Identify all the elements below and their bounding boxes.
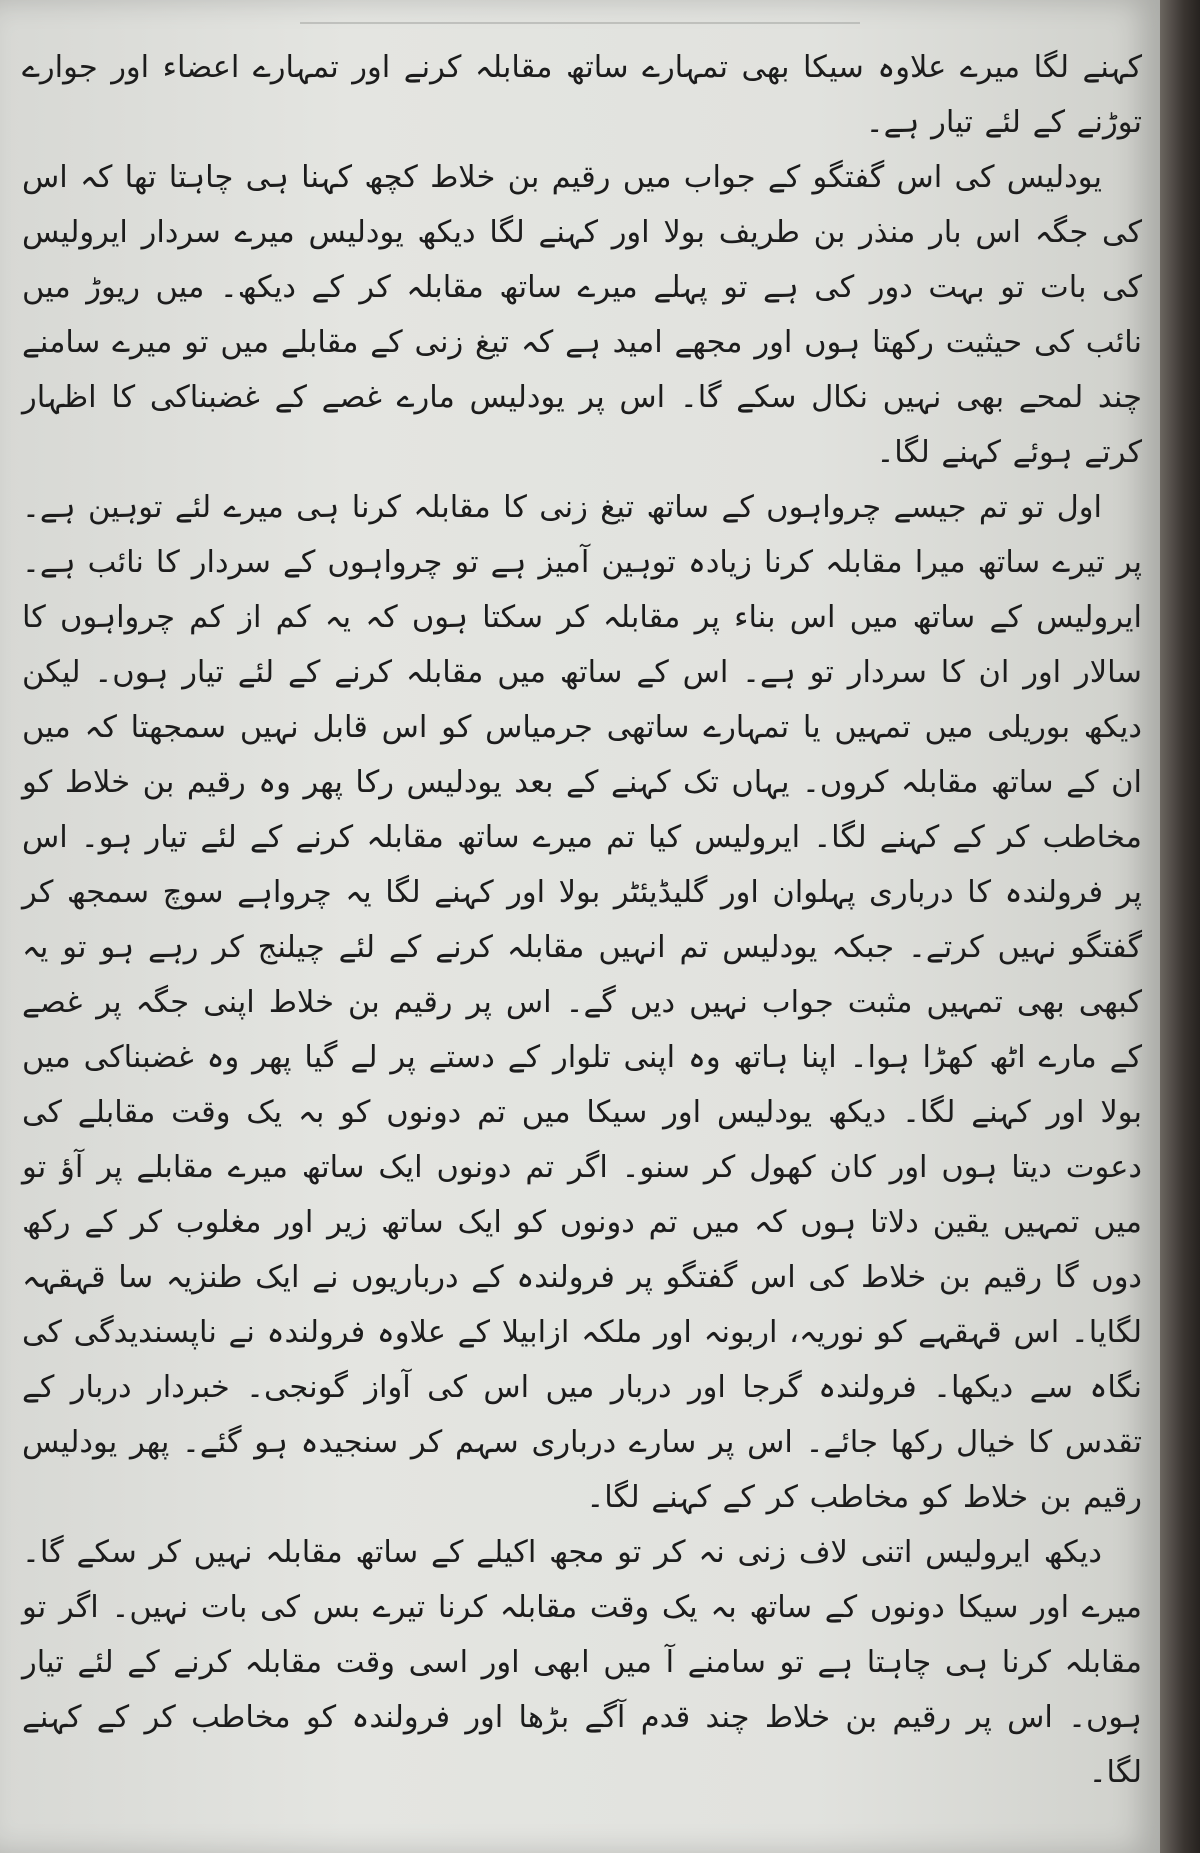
paragraph-2: یودلیس کی اس گفتگو کے جواب میں رقیم بن خلاط کچھ کہنا ہی چاہتا تھا کہ اس کی جگہ اس بار منذر بن طریف بولا اور کہنے لگا دیکھ یودلیس میرے سردار ایرولیس کی بات تو بہت دور کی ہے تو پہلے میرے ساتھ مقابلہ کر کے دیکھ۔ میں ریوڑ میں نائب کی حیثیت رکھتا ہوں اور مجھے امید ہے کہ تیغ زنی کے مقابلے میں تو میرے سامنے چند لمحے بھی نہیں نکال سکے گا۔ اس پر یودلیس مارے غصے کے غضبناکی کا اظہار کرتے ہوئے کہنے لگا۔ (22, 160, 1142, 470)
faded-running-header (20, 6, 1150, 28)
paragraph-1: کہنے لگا میرے علاوہ سیکا بھی تمہارے ساتھ مقابلہ کرنے اور تمہارے اعضاء اور جوارے توڑنے کے لئے تیار ہے۔ (22, 50, 1142, 140)
paragraph-3: اول تو تم جیسے چرواہوں کے ساتھ تیغ زنی کا مقابلہ کرنا ہی میرے لئے توہین ہے۔ پر تیرے ساتھ میرا مقابلہ کرنا زیادہ توہین آمیز ہے تو چرواہوں کے سردار کا نائب ہے۔ ایرولیس کے ساتھ میں اس بناء پر مقابلہ کر سکتا ہوں کہ یہ کم از کم چرواہوں کا سالار اور ان کا سردار تو ہے۔ اس کے ساتھ میں مقابلہ کرنے کے لئے تیار ہوں۔ لیکن دیکھ بوریلی میں تمہیں یا تمہارے ساتھی جرمیاس کو اس قابل نہیں سمجھتا کہ میں ان کے ساتھ مقابلہ کروں۔ یہاں تک کہنے کے بعد یودلیس رکا پھر وہ رقیم بن خلاط کو مخاطب کر کے کہنے لگا۔ ایرولیس کیا تم میرے ساتھ مقابلہ کرنے کے لئے تیار ہو۔ اس پر فرولندہ کا درباری پہلوان اور گلیڈیئٹر بولا اور کہنے لگا یہ چرواہے سوچ سمجھ کر گفتگو نہیں کرتے۔ جبکہ یودلیس تم انہیں مقابلہ کرنے کے لئے چیلنج کر رہے ہو تو یہ کبھی بھی تمہیں مثبت جواب نہیں دیں گے۔ اس پر رقیم بن خلاط اپنی جگہ پر غصے کے مارے اٹھ کھڑا ہوا۔ اپنا ہاتھ وہ اپنی تلوار کے دستے پر لے گیا پھر وہ غضبناکی میں بولا اور کہنے لگا۔ دیکھ یودلیس اور سیکا میں تم دونوں کو بہ یک وقت مقابلے کی دعوت دیتا ہوں اور کان کھول کر سنو۔ اگر تم دونوں ایک ساتھ میرے مقابلے پر آؤ تو میں تمہیں یقین دلاتا ہوں کہ میں تم دونوں کو ایک ساتھ زیر اور مغلوب کر کے رکھ دوں گا رقیم بن خلاط کی اس گفتگو پر فرولندہ کے درباریوں نے ایک طنزیہ سا قہقہہ لگایا۔ اس قہقہے کو نوریہ، اربونہ اور ملکہ ازابیلا کے علاوہ فرولندہ نے ناپسندیدگی کی نگاہ سے دیکھا۔ فرولندہ گرجا اور دربار میں اس کی آواز گونجی۔ خبردار دربار کے تقدس کا خیال رکھا جائے۔ اس پر سارے درباری سہم کر سنجیدہ ہو گئے۔ پھر یودلیس رقیم بن خلاط کو مخاطب کر کے کہنے لگا۔ (22, 490, 1142, 1515)
book-binding-edge (1160, 0, 1200, 1853)
paragraph-4: دیکھ ایرولیس اتنی لاف زنی نہ کر تو مجھ اکیلے کے ساتھ مقابلہ نہیں کر سکے گا۔ میرے اور سیکا دونوں کے ساتھ بہ یک وقت مقابلہ کرنا تیرے بس کی بات نہیں۔ اگر تو مقابلہ کرنا ہی چاہتا ہے تو سامنے آ میں ابھی اور اسی وقت مقابلہ کرنے کے لئے تیار ہوں۔ اس پر رقیم بن خلاط چند قدم آگے بڑھا اور فرولندہ کو مخاطب کر کے کہنے لگا۔ (22, 1535, 1142, 1790)
header-rule (300, 22, 860, 24)
page-body-text (22, 40, 1142, 1830)
